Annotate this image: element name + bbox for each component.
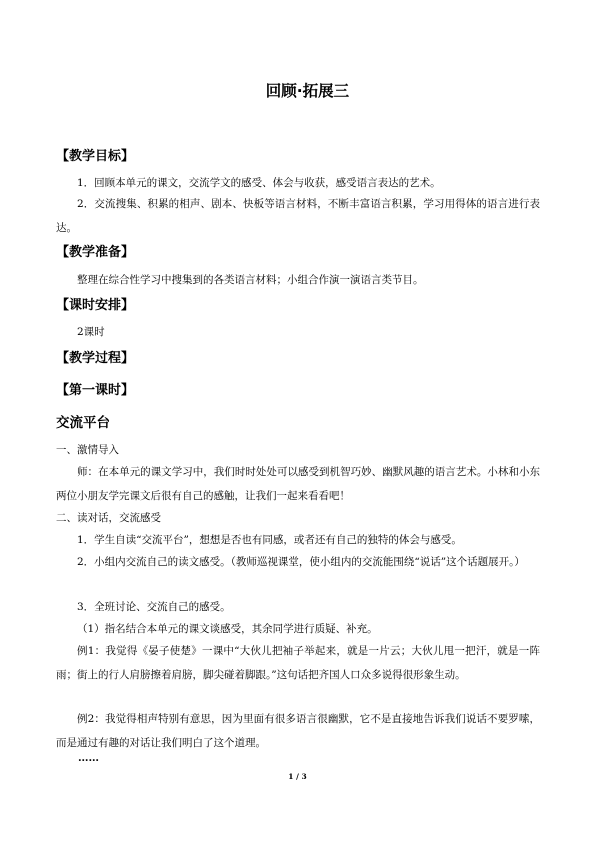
page-number: 1 / 3 <box>288 772 307 781</box>
example-2-text: 例2：我觉得相声特别有意思，因为里面有很多语言很幽默，它不是直接地告诉我们说话不要罗嗦，而是通过有趣的对话让我们明白了这个道理。 <box>56 713 540 749</box>
step-2-title: 二、读对话，交流感受 <box>56 512 161 524</box>
heading-teaching-prep: 【教学准备】 <box>56 245 135 260</box>
section-title-platform: 交流平台 <box>56 415 110 431</box>
prep-text: 整理在综合性学习中搜集到的各类语言材料；小组合作演一演语言类节目。 <box>77 274 424 286</box>
step-2-item-1: 1．学生自读“交流平台”，想想是否也有同感，或者还有自己的独特的体会与感受。 <box>77 534 462 546</box>
goal-2-text: 2．交流搜集、积累的相声、剧本、快板等语言材料，不断丰富语言积累，学习用得体的语言进行表达。 <box>56 198 540 234</box>
goal-1-text: 1．回顾本单元的课文，交流学文的感受、体会与收获，感受语言表达的艺术。 <box>77 177 441 189</box>
heading-teaching-goals: 【教学目标】 <box>56 149 135 164</box>
step-2-item-2: 2．小组内交流自己的读文感受。（教师巡视课堂，使小组内的交流能围绕“说话”这个话题展开。） <box>77 556 525 568</box>
schedule-text: 2课时 <box>77 326 105 338</box>
document-title: 回顾·拓展三 <box>265 82 350 100</box>
step-1-text: 师：在本单元的课文学习中，我们时时处处可以感受到机智巧妙、幽默风趣的语言艺术。小林和小东两位小朋友学完课文后很有自己的感触，让我们一起来看看吧！ <box>56 466 540 502</box>
step-2-item-3: 3．全班讨论、交流自己的感受。 <box>77 601 231 613</box>
example-1-text: 例1：我觉得《晏子使楚》一课中“大伙儿把袖子举起来，就是一片云；大伙儿甩一把汗，就是一阵雨；街上的行人肩膀擦着肩膀，脚尖碰着脚跟。”这句话把齐国人口众多说得很形象生动。 <box>56 645 540 681</box>
continuation-ellipsis: …… <box>78 752 99 764</box>
heading-schedule: 【课时安排】 <box>56 298 135 313</box>
heading-first-lesson: 【第一课时】 <box>56 383 135 398</box>
step-1-title: 一、激情导入 <box>56 444 119 456</box>
step-2-item-3-1: （1）指名结合本单元的课文谈感受，其余同学进行质疑、补充。 <box>77 623 378 635</box>
heading-teaching-process: 【教学过程】 <box>56 351 135 366</box>
